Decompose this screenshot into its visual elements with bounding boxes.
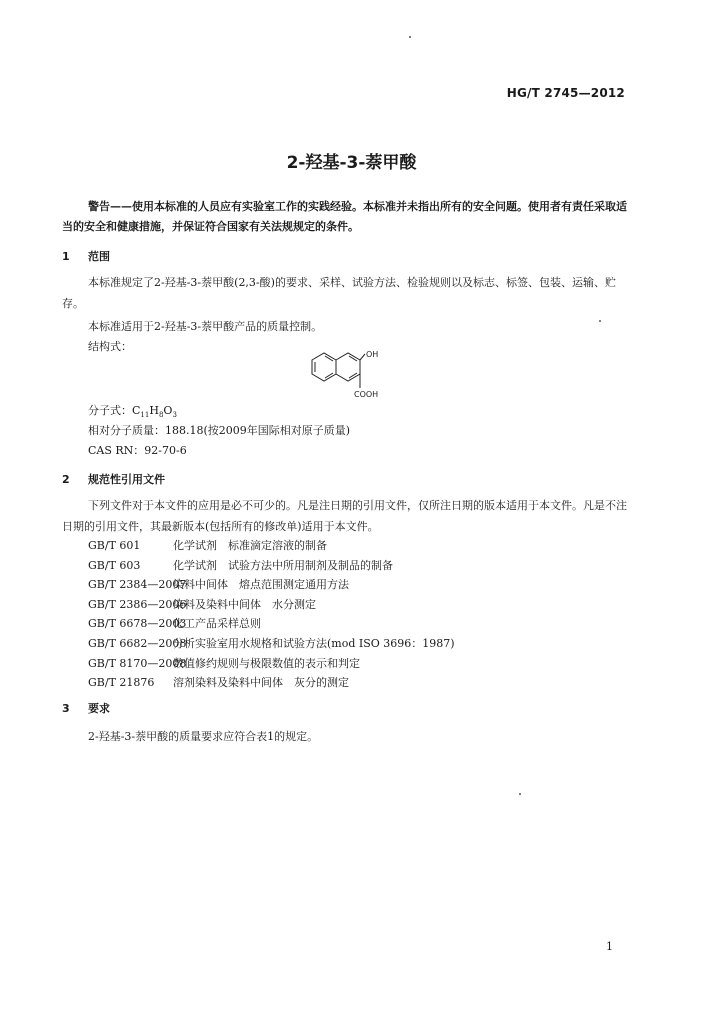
- reference-item: [88, 654, 455, 674]
- formula-subscript: 3: [172, 411, 177, 420]
- reference-title: 化工产品采样总则: [173, 617, 261, 631]
- applicability-line: 本标准适用于2-羟基-3-萘甲酸产品的质量控制。: [88, 320, 323, 333]
- reference-title: 染料及染料中间体 水分测定: [173, 597, 316, 611]
- reference-code: GB/T 8170—2008: [88, 656, 187, 670]
- reference-item: [88, 634, 455, 654]
- section-1-heading: [62, 248, 110, 264]
- section-number: 2: [62, 473, 70, 486]
- structural-formula-diagram: [298, 344, 388, 400]
- reference-item: [88, 614, 455, 634]
- formula-element: O: [163, 404, 173, 417]
- molecular-formula: [88, 402, 177, 419]
- section-2-heading: [62, 471, 165, 487]
- reference-item: [88, 575, 455, 595]
- reference-code: GB/T 2386—2006: [88, 597, 187, 611]
- cooh-label: COOH: [354, 390, 379, 399]
- scope-paragraph: 本标准规定了2-羟基-3-萘甲酸(2,3-酸)的要求、采样、试验方法、检验规则以及标志、标签、包装、运输、贮存。: [62, 276, 616, 310]
- page-number: 1: [606, 940, 613, 953]
- normative-references-intro: 下列文件对于本文件的应用是必不可少的。凡是注日期的引用文件，仅所注日期的版本适用于本文件。凡是不注日期的引用文件，其最新版本(包括所有的修改单)适用于本文件。: [62, 499, 627, 533]
- formula-element: H: [149, 404, 159, 417]
- formula-subscript: 11: [140, 411, 150, 420]
- reference-title: 溶剂染料及染料中间体 灰分的测定: [173, 676, 349, 690]
- reference-code: GB/T 2384—2007: [88, 578, 187, 592]
- reference-title: 染料中间体 熔点范围测定通用方法: [173, 578, 349, 592]
- scan-speck: [409, 36, 411, 38]
- reference-item: [88, 673, 455, 693]
- structure-label: 结构式：: [88, 340, 132, 353]
- reference-item: [88, 536, 455, 556]
- reference-title: 化学试剂 标准滴定溶液的制备: [173, 539, 327, 552]
- reference-title: 数值修约规则与极限数值的表示和判定: [173, 656, 360, 670]
- reference-code: GB/T 6678—2003: [88, 617, 187, 631]
- reference-code: GB/T 21876: [88, 676, 155, 690]
- oh-bond: [360, 354, 365, 360]
- reference-code: GB/T 603: [88, 558, 141, 572]
- reference-item: [88, 595, 455, 615]
- document-title: 2-羟基-3-萘甲酸: [286, 153, 417, 173]
- reference-item: [88, 556, 455, 576]
- scan-speck: [519, 793, 521, 795]
- reference-code: GB/T 6682—2008: [88, 636, 187, 650]
- section-title: 规范性引用文件: [88, 473, 165, 486]
- section-title: 范围: [88, 250, 110, 263]
- scan-speck: [599, 320, 601, 322]
- standard-code: HG/T 2745—2012: [506, 86, 625, 100]
- reference-title: 化学试剂 试验方法中所用制剂及制品的制备: [173, 558, 393, 572]
- formula-label: 分子式：: [88, 404, 132, 417]
- reference-title: 分析实验室用水规格和试验方法(mod ISO 3696：1987): [173, 636, 455, 650]
- requirements-paragraph: 2-羟基-3-萘甲酸的质量要求应符合表1的规定。: [88, 730, 319, 743]
- safety-warning: 警告——使用本标准的人员应有实验室工作的实践经验。本标准并未指出所有的安全问题。使用者有责任采取适当的安全和健康措施，并保证符合国家有关法规规定的条件。: [62, 200, 627, 233]
- relative-molecular-mass: 相对分子质量：188.18(按2009年国际相对原子质量): [88, 424, 351, 437]
- section-3-heading: [62, 700, 110, 716]
- formula-subscript: 8: [158, 411, 164, 420]
- reference-list: [88, 536, 455, 693]
- naphthalene-right-ring: [336, 353, 360, 381]
- section-title: 要求: [88, 702, 110, 715]
- cas-number: CAS RN：92-70-6: [88, 444, 187, 457]
- oh-label: OH: [366, 350, 379, 359]
- section-number: 3: [62, 702, 70, 715]
- reference-code: GB/T 601: [88, 539, 141, 552]
- formula-element: C: [132, 404, 141, 417]
- naphthalene-left-ring: [312, 353, 336, 381]
- section-number: 1: [62, 250, 70, 263]
